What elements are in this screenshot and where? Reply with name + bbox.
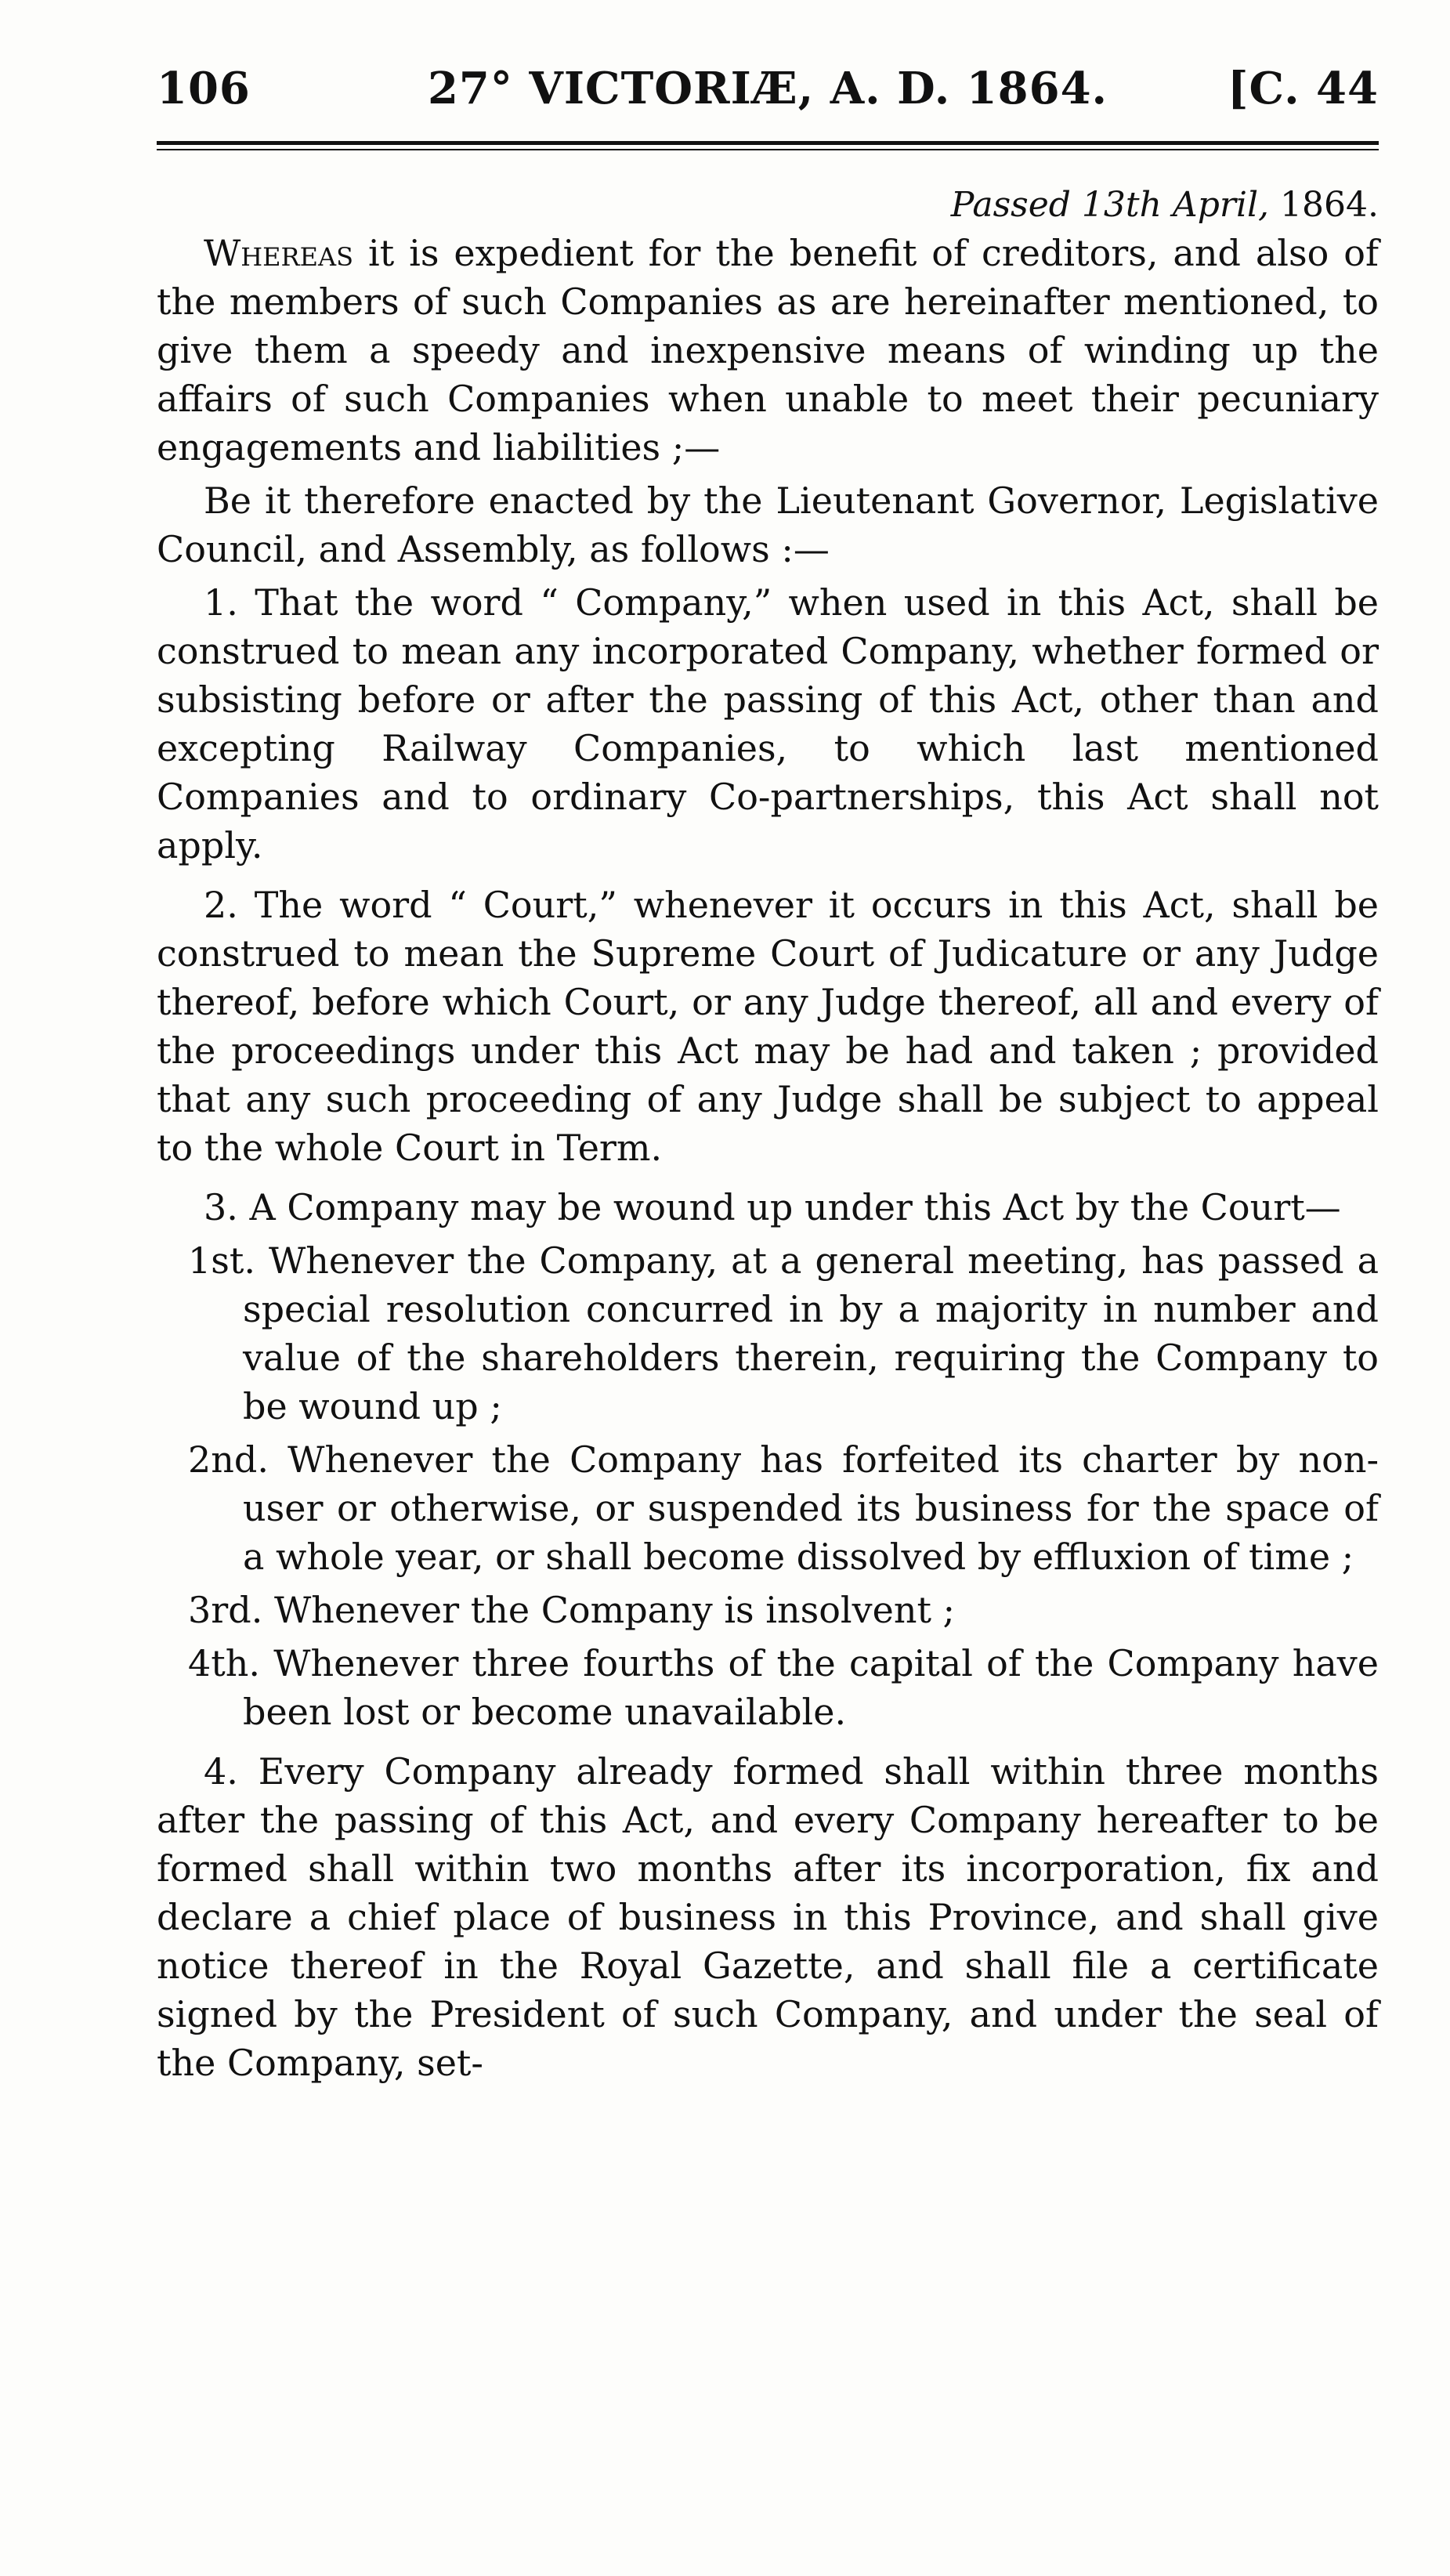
section-3-item-3rd: 3rd. Whenever the Company is insolvent ; xyxy=(188,1589,956,1631)
section-1: 1. That the word “ Company,” when used in this Act, shall be construed to mean any incorporated Company, whether formed or subsisting before or after the passing of this Act, other than and excepting Railway Companies, to which last mentioned Companies and to ordinary Co-partnerships, this Act shall not apply. xyxy=(157,581,1379,867)
passed-year: 1864. xyxy=(1280,185,1379,225)
chapter-number: [C. 44 xyxy=(1227,63,1379,114)
page-number: 106 xyxy=(157,63,251,114)
passed-label: Passed 13th April, xyxy=(950,185,1270,225)
section-2: 2. The word “ Court,” whenever it occurs in this Act, shall be construed to mean the Supreme Court of Judicature or any Judge thereof, before which Court, or any Judge thereof, all and every of the proceedings under this Act may be had and taken ; provided that any such proceeding of any Judge shall be subject to appeal to the whole Court in Term. xyxy=(157,884,1379,1169)
preamble-lead: Whereas xyxy=(204,232,354,274)
header-rule-thick xyxy=(157,141,1379,145)
running-header xyxy=(157,63,1379,133)
section-4: 4. Every Company already formed shall within three months after the passing of this Act, and every Company hereafter to be formed shall within two months after its incorporation, fix and declare a chief place of business in this Province, and shall give notice thereof in the Royal Gazette, and shall file a certificate signed by the President of such Company, and under the seal of the Company, set- xyxy=(157,1750,1379,2084)
passed-date xyxy=(157,182,1379,229)
statute-page xyxy=(157,63,1379,2087)
enacting-clause: Be it therefore enacted by the Lieutenant Governor, Legislative Council, and Assembly, as follows :— xyxy=(157,479,1379,570)
section-3-item-2nd: 2nd. Whenever the Company has forfeited its charter by non-user or otherwise, or suspended its business for the space of a whole year, or shall become dissolved by effluxion of time ; xyxy=(188,1438,1379,1578)
preamble xyxy=(157,229,1379,472)
act-body xyxy=(157,229,1379,2087)
section-3-item-4th: 4th. Whenever three fourths of the capital of the Company have been lost or become unavailable. xyxy=(188,1642,1379,1733)
header-rule-thin xyxy=(157,149,1379,150)
header-title: 27° VICTORIÆ, A. D. 1864. xyxy=(427,63,1108,114)
section-3: 3. A Company may be wound up under this Act by the Court— xyxy=(204,1186,1341,1228)
preamble-text: it is expedient for the benefit of creditors, and also of the members of such Companies as are hereinafter mentioned, to give them a speedy and inexpensive means of winding up the affairs of such Companies when unable to meet their pecuniary engagements and liabilities ;— xyxy=(157,232,1379,469)
section-3-item-1st: 1st. Whenever the Company, at a general meeting, has passed a special resolution concurred in by a majority in number and value of the shareholders therein, requiring the Company to be wound up ; xyxy=(188,1239,1379,1427)
